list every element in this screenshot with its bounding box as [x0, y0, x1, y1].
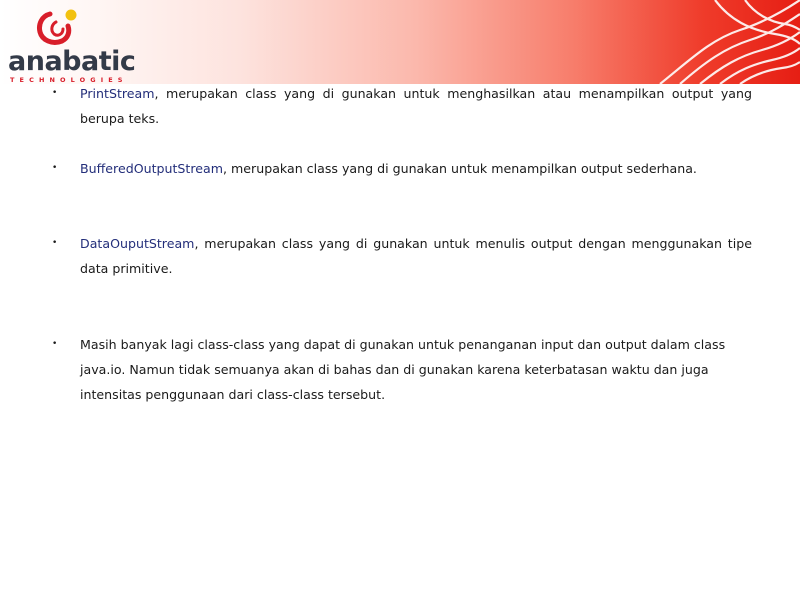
item-text	[80, 81, 752, 131]
bullet: •	[52, 88, 58, 98]
bullet: •	[52, 238, 58, 248]
bullet: •	[52, 163, 58, 173]
item-description: , merupakan class yang di gunakan untuk menulis output dengan menggunakan tipe data primitive.	[80, 236, 752, 276]
class-name: PrintStream	[80, 86, 155, 101]
item-description: , merupakan class yang di gunakan untuk menampilkan output sederhana.	[223, 161, 697, 176]
item-description: , merupakan class yang di gunakan untuk menghasilkan atau menampilkan output yang berupa teks.	[80, 86, 752, 126]
item-text	[80, 156, 752, 181]
logo-name: anabatic	[8, 46, 136, 77]
item-text: Masih banyak lagi class-class yang dapat di gunakan untuk penanganan input dan output dalam class java.io. Namun tidak semuanya akan di bahas dan di gunakan karena keterbatasan waktu dan juga intensitas penggunaan dari class-class tersebut.	[80, 337, 726, 402]
logo-subtitle: TECHNOLOGIES	[10, 76, 128, 84]
class-name: DataOuputStream	[80, 236, 195, 251]
item-text	[80, 231, 752, 281]
bullet: •	[52, 339, 58, 349]
class-name: BufferedOutputStream	[80, 161, 224, 176]
